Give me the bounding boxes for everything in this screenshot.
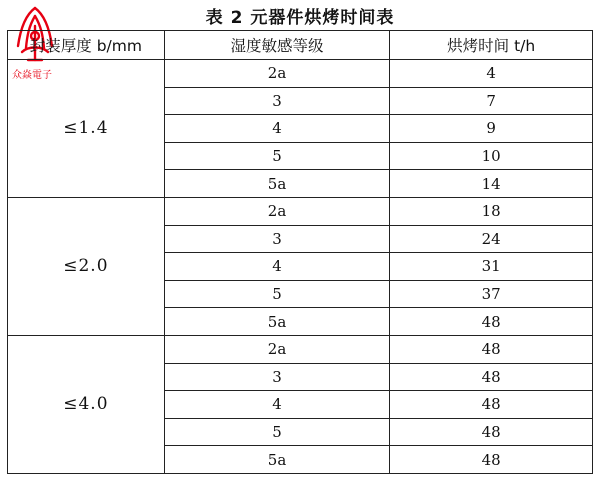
bake-time-cell: 48	[390, 391, 593, 419]
msl-cell: 3	[164, 363, 390, 391]
msl-cell: 2a	[164, 335, 390, 363]
header-bake-time: 烘烤时间 t/h	[390, 31, 593, 60]
bake-time-cell: 18	[390, 197, 593, 225]
bake-time-cell: 31	[390, 253, 593, 281]
thickness-cell: ≤4.0	[8, 335, 165, 473]
bake-time-cell: 14	[390, 170, 593, 198]
msl-cell: 3	[164, 225, 390, 253]
header-thickness: 封装厚度 b/mm	[8, 31, 165, 60]
msl-cell: 5a	[164, 170, 390, 198]
table-title: 表 2 元器件烘烤时间表	[205, 8, 395, 28]
thickness-cell: ≤2.0	[8, 197, 165, 335]
bake-time-cell: 9	[390, 115, 593, 143]
table-row	[8, 197, 593, 225]
msl-cell: 2a	[164, 197, 390, 225]
logo-text: 众焱電子	[12, 70, 52, 81]
bake-time-cell: 48	[390, 335, 593, 363]
msl-cell: 4	[164, 253, 390, 281]
msl-cell: 5	[164, 418, 390, 446]
bake-time-cell: 24	[390, 225, 593, 253]
table-body	[8, 60, 593, 474]
msl-cell: 3	[164, 87, 390, 115]
msl-cell: 5	[164, 142, 390, 170]
table-row	[8, 335, 593, 363]
bake-time-cell: 48	[390, 418, 593, 446]
msl-cell: 4	[164, 115, 390, 143]
thickness-cell: ≤1.4	[8, 60, 165, 198]
msl-cell: 2a	[164, 60, 390, 88]
bake-time-cell: 4	[390, 60, 593, 88]
bake-time-cell: 48	[390, 446, 593, 474]
baking-time-table	[7, 30, 593, 474]
bake-time-cell: 37	[390, 280, 593, 308]
table-row	[8, 60, 593, 88]
bake-time-cell: 10	[390, 142, 593, 170]
bake-time-cell: 48	[390, 308, 593, 336]
msl-cell: 5	[164, 280, 390, 308]
header-row	[8, 31, 593, 60]
bake-time-cell: 7	[390, 87, 593, 115]
msl-cell: 4	[164, 391, 390, 419]
bake-time-cell: 48	[390, 363, 593, 391]
msl-cell: 5a	[164, 446, 390, 474]
msl-cell: 5a	[164, 308, 390, 336]
header-msl: 湿度敏感等级	[164, 31, 390, 60]
